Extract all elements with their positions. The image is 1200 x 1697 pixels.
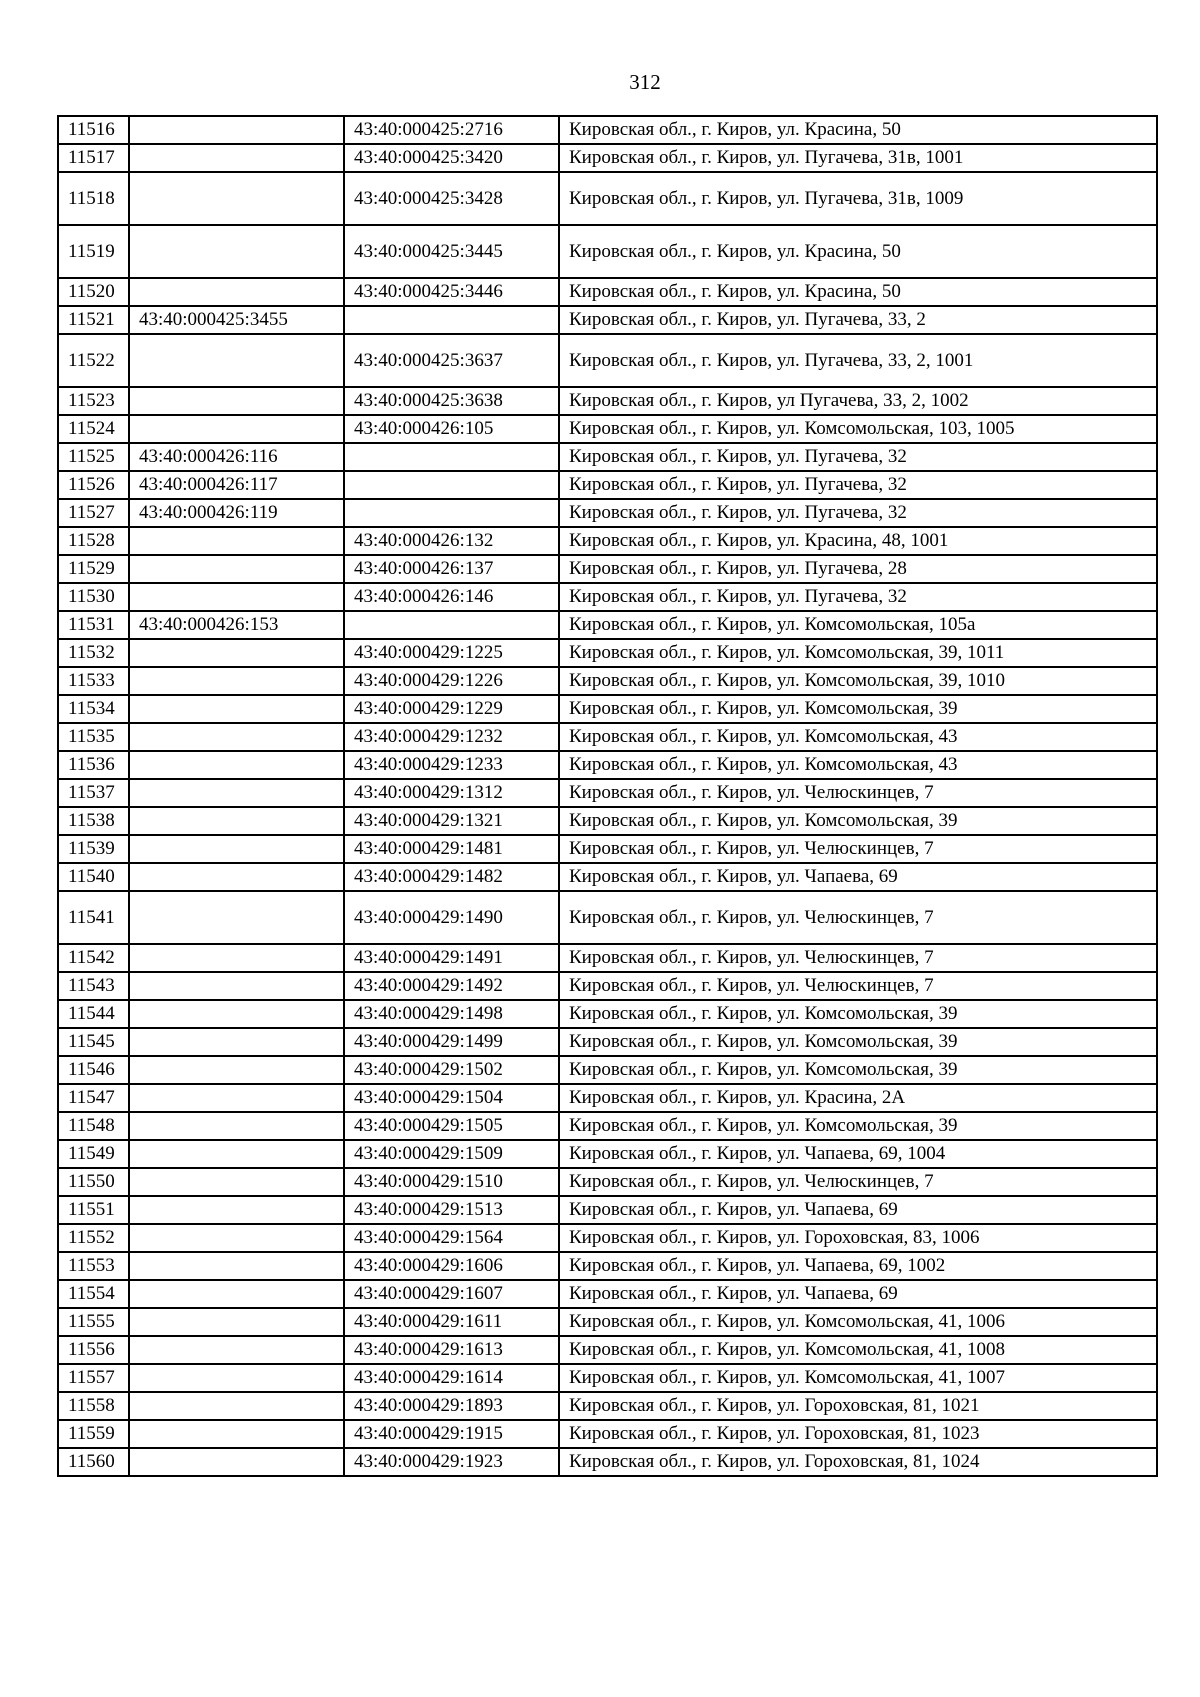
land-cadastral-number-cell (129, 1056, 344, 1084)
land-cadastral-number-cell (129, 144, 344, 172)
land-cadastral-number-cell (129, 1280, 344, 1308)
land-cadastral-number-cell (129, 1448, 344, 1476)
address-cell: Кировская обл., г. Киров, ул. Комсомольская, 39, 1010 (559, 667, 1157, 695)
table-row (58, 225, 1157, 278)
address-cell: Кировская обл., г. Киров, ул. Комсомольская, 41, 1007 (559, 1364, 1157, 1392)
land-cadastral-number-cell (129, 1084, 344, 1112)
row-number-cell: 11517 (58, 144, 129, 172)
row-number-cell: 11553 (58, 1252, 129, 1280)
row-number-cell: 11532 (58, 639, 129, 667)
address-cell: Кировская обл., г. Киров, ул. Челюскинцев, 7 (559, 972, 1157, 1000)
address-cell: Кировская обл., г. Киров, ул. Чапаева, 69 (559, 1280, 1157, 1308)
row-number-cell: 11518 (58, 172, 129, 225)
row-number-cell: 11521 (58, 306, 129, 334)
land-cadastral-number-cell (129, 1000, 344, 1028)
table-row (58, 387, 1157, 415)
object-cadastral-number-cell: 43:40:000425:3446 (344, 278, 559, 306)
table-row (58, 1000, 1157, 1028)
address-cell: Кировская обл., г. Киров, ул. Гороховская, 83, 1006 (559, 1224, 1157, 1252)
object-cadastral-number-cell: 43:40:000429:1481 (344, 835, 559, 863)
object-cadastral-number-cell: 43:40:000429:1502 (344, 1056, 559, 1084)
table-row (58, 891, 1157, 944)
row-number-cell: 11538 (58, 807, 129, 835)
table-row (58, 944, 1157, 972)
address-cell: Кировская обл., г. Киров, ул. Челюскинцев, 7 (559, 1168, 1157, 1196)
table-row (58, 1196, 1157, 1224)
row-number-cell: 11531 (58, 611, 129, 639)
table-row (58, 695, 1157, 723)
row-number-cell: 11551 (58, 1196, 129, 1224)
object-cadastral-number-cell: 43:40:000429:1232 (344, 723, 559, 751)
table-row (58, 723, 1157, 751)
address-cell: Кировская обл., г. Киров, ул. Комсомольская, 41, 1008 (559, 1336, 1157, 1364)
land-cadastral-number-cell (129, 1196, 344, 1224)
row-number-cell: 11525 (58, 443, 129, 471)
table-row (58, 863, 1157, 891)
row-number-cell: 11520 (58, 278, 129, 306)
land-cadastral-number-cell (129, 1392, 344, 1420)
table-row (58, 415, 1157, 443)
land-cadastral-number-cell (129, 807, 344, 835)
address-cell: Кировская обл., г. Киров, ул. Комсомольская, 39, 1011 (559, 639, 1157, 667)
address-cell: Кировская обл., г. Киров, ул. Чапаева, 69, 1004 (559, 1140, 1157, 1168)
row-number-cell: 11539 (58, 835, 129, 863)
address-cell: Кировская обл., г. Киров, ул. Комсомольская, 39 (559, 1000, 1157, 1028)
land-cadastral-number-cell (129, 527, 344, 555)
land-cadastral-number-cell (129, 723, 344, 751)
address-cell: Кировская обл., г. Киров, ул. Гороховская, 81, 1023 (559, 1420, 1157, 1448)
land-cadastral-number-cell (129, 1364, 344, 1392)
row-number-cell: 11541 (58, 891, 129, 944)
table-row (58, 972, 1157, 1000)
object-cadastral-number-cell: 43:40:000429:1482 (344, 863, 559, 891)
row-number-cell: 11558 (58, 1392, 129, 1420)
table-row (58, 1308, 1157, 1336)
table-row (58, 639, 1157, 667)
object-cadastral-number-cell: 43:40:000429:1498 (344, 1000, 559, 1028)
row-number-cell: 11516 (58, 116, 129, 144)
object-cadastral-number-cell (344, 499, 559, 527)
address-cell: Кировская обл., г. Киров, ул. Комсомольская, 39 (559, 1028, 1157, 1056)
address-cell: Кировская обл., г. Киров, ул. Гороховская, 81, 1024 (559, 1448, 1157, 1476)
object-cadastral-number-cell: 43:40:000429:1611 (344, 1308, 559, 1336)
row-number-cell: 11540 (58, 863, 129, 891)
address-cell: Кировская обл., г. Киров, ул. Комсомольская, 39 (559, 695, 1157, 723)
object-cadastral-number-cell: 43:40:000425:3428 (344, 172, 559, 225)
row-number-cell: 11546 (58, 1056, 129, 1084)
land-cadastral-number-cell (129, 667, 344, 695)
row-number-cell: 11548 (58, 1112, 129, 1140)
table-row (58, 835, 1157, 863)
object-cadastral-number-cell: 43:40:000429:1233 (344, 751, 559, 779)
row-number-cell: 11544 (58, 1000, 129, 1028)
land-cadastral-number-cell (129, 387, 344, 415)
table-row (58, 172, 1157, 225)
land-cadastral-number-cell (129, 278, 344, 306)
row-number-cell: 11543 (58, 972, 129, 1000)
row-number-cell: 11529 (58, 555, 129, 583)
table-row (58, 334, 1157, 387)
row-number-cell: 11533 (58, 667, 129, 695)
row-number-cell: 11522 (58, 334, 129, 387)
table-row (58, 751, 1157, 779)
address-cell: Кировская обл., г. Киров, ул. Челюскинцев, 7 (559, 891, 1157, 944)
row-number-cell: 11535 (58, 723, 129, 751)
row-number-cell: 11534 (58, 695, 129, 723)
address-cell: Кировская обл., г. Киров, ул. Красина, 2А (559, 1084, 1157, 1112)
object-cadastral-number-cell: 43:40:000426:137 (344, 555, 559, 583)
row-number-cell: 11542 (58, 944, 129, 972)
table-row (58, 471, 1157, 499)
object-cadastral-number-cell: 43:40:000429:1490 (344, 891, 559, 944)
table-row (58, 1224, 1157, 1252)
object-cadastral-number-cell: 43:40:000429:1614 (344, 1364, 559, 1392)
object-cadastral-number-cell (344, 443, 559, 471)
table-row (58, 144, 1157, 172)
address-cell: Кировская обл., г. Киров, ул. Гороховская, 81, 1021 (559, 1392, 1157, 1420)
address-cell: Кировская обл., г. Киров, ул. Красина, 50 (559, 225, 1157, 278)
table-row (58, 499, 1157, 527)
address-cell: Кировская обл., г. Киров, ул. Комсомольская, 41, 1006 (559, 1308, 1157, 1336)
address-cell: Кировская обл., г. Киров, ул Пугачева, 33, 2, 1002 (559, 387, 1157, 415)
land-cadastral-number-cell (129, 972, 344, 1000)
table-row (58, 1140, 1157, 1168)
row-number-cell: 11530 (58, 583, 129, 611)
row-number-cell: 11536 (58, 751, 129, 779)
table-row (58, 779, 1157, 807)
table-row (58, 443, 1157, 471)
land-cadastral-number-cell (129, 1336, 344, 1364)
address-cell: Кировская обл., г. Киров, ул. Пугачева, 33, 2 (559, 306, 1157, 334)
table-row (58, 611, 1157, 639)
table-row (58, 1364, 1157, 1392)
registry-table (57, 115, 1158, 1477)
table-row (58, 1112, 1157, 1140)
table-row (58, 667, 1157, 695)
land-cadastral-number-cell (129, 751, 344, 779)
land-cadastral-number-cell (129, 863, 344, 891)
object-cadastral-number-cell: 43:40:000426:146 (344, 583, 559, 611)
land-cadastral-number-cell (129, 891, 344, 944)
land-cadastral-number-cell (129, 415, 344, 443)
land-cadastral-number-cell (129, 1140, 344, 1168)
land-cadastral-number-cell (129, 225, 344, 278)
object-cadastral-number-cell: 43:40:000426:132 (344, 527, 559, 555)
object-cadastral-number-cell: 43:40:000429:1491 (344, 944, 559, 972)
address-cell: Кировская обл., г. Киров, ул. Чапаева, 69 (559, 1196, 1157, 1224)
object-cadastral-number-cell: 43:40:000425:2716 (344, 116, 559, 144)
object-cadastral-number-cell: 43:40:000426:105 (344, 415, 559, 443)
object-cadastral-number-cell (344, 611, 559, 639)
object-cadastral-number-cell: 43:40:000429:1607 (344, 1280, 559, 1308)
object-cadastral-number-cell: 43:40:000429:1226 (344, 667, 559, 695)
address-cell: Кировская обл., г. Киров, ул. Красина, 48, 1001 (559, 527, 1157, 555)
address-cell: Кировская обл., г. Киров, ул. Пугачева, 31в, 1009 (559, 172, 1157, 225)
object-cadastral-number-cell: 43:40:000425:3638 (344, 387, 559, 415)
object-cadastral-number-cell: 43:40:000429:1225 (344, 639, 559, 667)
object-cadastral-number-cell: 43:40:000429:1915 (344, 1420, 559, 1448)
table-row (58, 1028, 1157, 1056)
table-row (58, 583, 1157, 611)
address-cell: Кировская обл., г. Киров, ул. Челюскинцев, 7 (559, 779, 1157, 807)
object-cadastral-number-cell: 43:40:000429:1923 (344, 1448, 559, 1476)
address-cell: Кировская обл., г. Киров, ул. Комсомольская, 105а (559, 611, 1157, 639)
object-cadastral-number-cell: 43:40:000429:1499 (344, 1028, 559, 1056)
object-cadastral-number-cell: 43:40:000425:3420 (344, 144, 559, 172)
table-row (58, 278, 1157, 306)
object-cadastral-number-cell: 43:40:000429:1492 (344, 972, 559, 1000)
land-cadastral-number-cell (129, 944, 344, 972)
land-cadastral-number-cell (129, 695, 344, 723)
address-cell: Кировская обл., г. Киров, ул. Чапаева, 69, 1002 (559, 1252, 1157, 1280)
land-cadastral-number-cell (129, 1168, 344, 1196)
object-cadastral-number-cell: 43:40:000429:1229 (344, 695, 559, 723)
row-number-cell: 11550 (58, 1168, 129, 1196)
address-cell: Кировская обл., г. Киров, ул. Пугачева, 32 (559, 443, 1157, 471)
land-cadastral-number-cell (129, 172, 344, 225)
address-cell: Кировская обл., г. Киров, ул. Комсомольская, 39 (559, 1056, 1157, 1084)
object-cadastral-number-cell: 43:40:000429:1893 (344, 1392, 559, 1420)
row-number-cell: 11556 (58, 1336, 129, 1364)
row-number-cell: 11547 (58, 1084, 129, 1112)
land-cadastral-number-cell (129, 835, 344, 863)
land-cadastral-number-cell (129, 555, 344, 583)
row-number-cell: 11557 (58, 1364, 129, 1392)
page-number: 312 (629, 70, 661, 94)
address-cell: Кировская обл., г. Киров, ул. Пугачева, 28 (559, 555, 1157, 583)
object-cadastral-number-cell: 43:40:000429:1510 (344, 1168, 559, 1196)
object-cadastral-number-cell: 43:40:000429:1312 (344, 779, 559, 807)
row-number-cell: 11519 (58, 225, 129, 278)
row-number-cell: 11549 (58, 1140, 129, 1168)
object-cadastral-number-cell (344, 471, 559, 499)
land-cadastral-number-cell: 43:40:000425:3455 (129, 306, 344, 334)
object-cadastral-number-cell: 43:40:000429:1509 (344, 1140, 559, 1168)
address-cell: Кировская обл., г. Киров, ул. Пугачева, 31в, 1001 (559, 144, 1157, 172)
object-cadastral-number-cell: 43:40:000429:1505 (344, 1112, 559, 1140)
object-cadastral-number-cell: 43:40:000429:1321 (344, 807, 559, 835)
address-cell: Кировская обл., г. Киров, ул. Пугачева, 32 (559, 583, 1157, 611)
land-cadastral-number-cell (129, 1224, 344, 1252)
address-cell: Кировская обл., г. Киров, ул. Пугачева, 33, 2, 1001 (559, 334, 1157, 387)
address-cell: Кировская обл., г. Киров, ул. Комсомольская, 39 (559, 807, 1157, 835)
object-cadastral-number-cell: 43:40:000429:1564 (344, 1224, 559, 1252)
address-cell: Кировская обл., г. Киров, ул. Комсомольская, 43 (559, 723, 1157, 751)
object-cadastral-number-cell: 43:40:000429:1504 (344, 1084, 559, 1112)
land-cadastral-number-cell (129, 1112, 344, 1140)
land-cadastral-number-cell (129, 639, 344, 667)
row-number-cell: 11545 (58, 1028, 129, 1056)
land-cadastral-number-cell: 43:40:000426:119 (129, 499, 344, 527)
row-number-cell: 11523 (58, 387, 129, 415)
table-row (58, 1392, 1157, 1420)
table-row (58, 306, 1157, 334)
land-cadastral-number-cell (129, 1252, 344, 1280)
address-cell: Кировская обл., г. Киров, ул. Чапаева, 69 (559, 863, 1157, 891)
land-cadastral-number-cell: 43:40:000426:116 (129, 443, 344, 471)
table-row (58, 1168, 1157, 1196)
row-number-cell: 11552 (58, 1224, 129, 1252)
table-row (58, 1252, 1157, 1280)
table-row (58, 1056, 1157, 1084)
table-row (58, 1280, 1157, 1308)
row-number-cell: 11560 (58, 1448, 129, 1476)
address-cell: Кировская обл., г. Киров, ул. Комсомольская, 39 (559, 1112, 1157, 1140)
land-cadastral-number-cell: 43:40:000426:117 (129, 471, 344, 499)
table-row (58, 555, 1157, 583)
row-number-cell: 11526 (58, 471, 129, 499)
land-cadastral-number-cell (129, 334, 344, 387)
address-cell: Кировская обл., г. Киров, ул. Челюскинцев, 7 (559, 944, 1157, 972)
land-cadastral-number-cell (129, 779, 344, 807)
address-cell: Кировская обл., г. Киров, ул. Комсомольская, 103, 1005 (559, 415, 1157, 443)
address-cell: Кировская обл., г. Киров, ул. Красина, 50 (559, 278, 1157, 306)
table-row (58, 1448, 1157, 1476)
object-cadastral-number-cell: 43:40:000425:3637 (344, 334, 559, 387)
table-row (58, 1420, 1157, 1448)
row-number-cell: 11554 (58, 1280, 129, 1308)
address-cell: Кировская обл., г. Киров, ул. Комсомольская, 43 (559, 751, 1157, 779)
address-cell: Кировская обл., г. Киров, ул. Челюскинцев, 7 (559, 835, 1157, 863)
address-cell: Кировская обл., г. Киров, ул. Пугачева, 32 (559, 471, 1157, 499)
table-row (58, 116, 1157, 144)
row-number-cell: 11527 (58, 499, 129, 527)
land-cadastral-number-cell: 43:40:000426:153 (129, 611, 344, 639)
land-cadastral-number-cell (129, 1420, 344, 1448)
row-number-cell: 11528 (58, 527, 129, 555)
object-cadastral-number-cell: 43:40:000429:1513 (344, 1196, 559, 1224)
object-cadastral-number-cell: 43:40:000429:1606 (344, 1252, 559, 1280)
land-cadastral-number-cell (129, 583, 344, 611)
address-cell: Кировская обл., г. Киров, ул. Красина, 50 (559, 116, 1157, 144)
table-row (58, 527, 1157, 555)
row-number-cell: 11559 (58, 1420, 129, 1448)
row-number-cell: 11524 (58, 415, 129, 443)
table-row (58, 807, 1157, 835)
land-cadastral-number-cell (129, 1308, 344, 1336)
land-cadastral-number-cell (129, 1028, 344, 1056)
row-number-cell: 11555 (58, 1308, 129, 1336)
registry-table-body (58, 116, 1157, 1476)
object-cadastral-number-cell (344, 306, 559, 334)
row-number-cell: 11537 (58, 779, 129, 807)
address-cell: Кировская обл., г. Киров, ул. Пугачева, 32 (559, 499, 1157, 527)
land-cadastral-number-cell (129, 116, 344, 144)
object-cadastral-number-cell: 43:40:000425:3445 (344, 225, 559, 278)
table-row (58, 1336, 1157, 1364)
object-cadastral-number-cell: 43:40:000429:1613 (344, 1336, 559, 1364)
table-row (58, 1084, 1157, 1112)
